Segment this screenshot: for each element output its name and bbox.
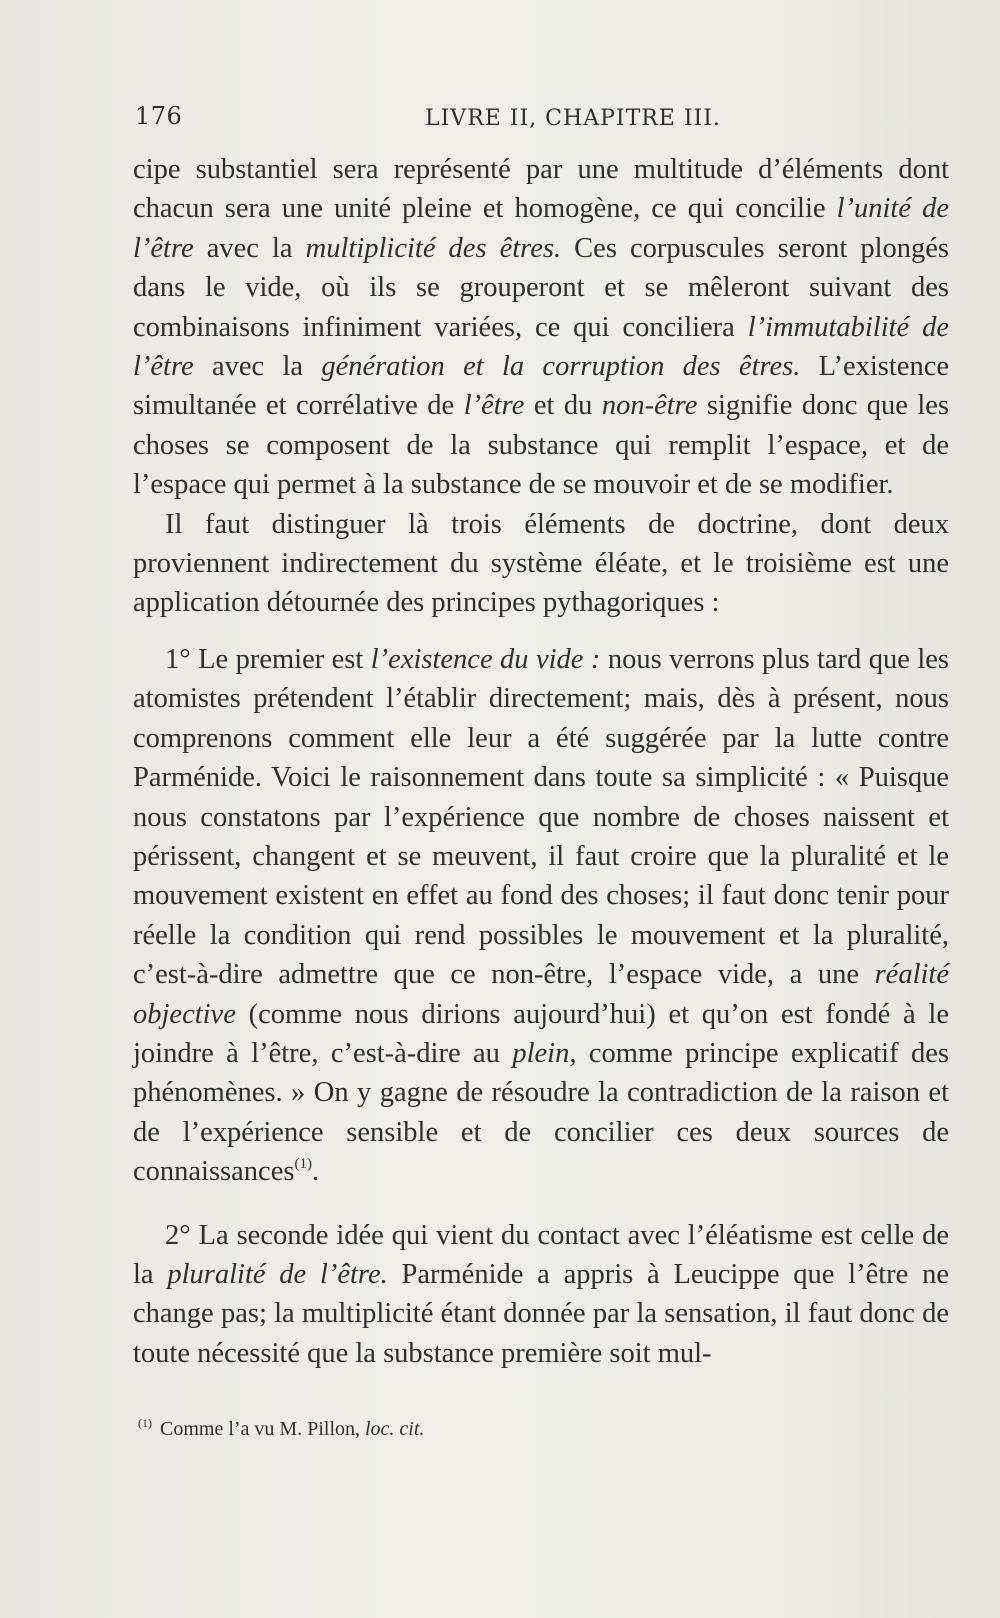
footnote-marker: (1) <box>138 1416 152 1430</box>
text-run: Il faut distinguer là trois éléments de doctrine, dont deux proviennent indirectement du système éléate, et le troisième est une application détournée des principes pythagoriques : <box>133 508 949 619</box>
text-run: avec la <box>193 232 306 264</box>
italic-run: pluralité de l’être. <box>167 1258 388 1290</box>
paragraph-4 <box>133 1216 949 1374</box>
paragraph-1 <box>133 150 949 505</box>
section-number: 2° <box>165 1219 191 1251</box>
running-head: LIVRE II, CHAPITRE III. <box>425 106 721 131</box>
text-run: avec la <box>193 351 322 383</box>
paragraph-3 <box>133 640 949 1192</box>
text-run: L’existence simultanée et corrélative de <box>133 351 949 422</box>
italic-run: non-être <box>601 390 698 422</box>
section-number: 1° <box>165 643 191 675</box>
italic-run: génération et la corruption des êtres. <box>321 351 801 383</box>
body-text <box>133 150 949 1373</box>
text-run: Le premier est <box>190 643 371 675</box>
paragraph-2 <box>133 505 949 623</box>
footnote-italic: loc. cit. <box>365 1418 425 1440</box>
page-header <box>135 102 965 142</box>
page-number: 176 <box>135 102 183 130</box>
italic-run: l’être <box>463 390 525 422</box>
text-run: La seconde idée qui vient du contact avec l’éléatisme est celle de la <box>133 1219 949 1290</box>
footnote-text: Comme l’a vu M. Pillon, <box>160 1418 365 1440</box>
italic-run: plein, <box>512 1037 577 1069</box>
italic-run: l’existence du vide : <box>370 643 601 675</box>
text-run: et du <box>524 390 602 422</box>
text-run: cipe substantiel sera représenté par une multitude d’éléments dont chacun sera une unité pleine et homogène, ce qui concilie <box>133 154 949 225</box>
text-run: . <box>311 1156 320 1188</box>
italic-run: l’unité de l’être <box>133 193 949 264</box>
italic-run: réalité objective <box>133 959 949 1030</box>
italic-run: multiplicité des êtres. <box>305 232 562 264</box>
text-run: signifie donc que les choses se composent de la substance qui remplit l’espace, et de l’espace qui permet à la substance de se mouvoir et de se modifier. <box>133 390 949 501</box>
text-run: (comme nous dirions aujourd’hui) et qu’on est fondé à le joindre à l’être, c’est-à-dire au <box>133 998 949 1069</box>
text-run: Parménide a appris à Leucippe que l’être ne change pas; la multiplicité étant donnée par la sensation, il faut donc de toute nécessité que la substance première soit mul- <box>133 1258 949 1369</box>
text-run: nous verrons plus tard que les atomistes prétendent l’établir directement; mais, dès à présent, nous comprenons comment elle leur a été suggérée par la lutte contre Parménide. Voici le raisonnement dans toute sa simplicité : « Puisque nous constatons par l’expérience que nombre de choses naissent et périssent, changent et se meuvent, il faut croire que la pluralité et le mouvement existent en effet au fond des choses; il faut donc tenir pour réelle la condition qui rend possibles le mouvement et la pluralité, c’est-à-dire admettre que ce non-être, l’espace vide, a une <box>133 643 949 991</box>
text-run: Ces corpuscules seront plongés dans le vide, où ils se grouperont et se mêleront suivant des combinaisons infiniment variées, ce qui conciliera <box>133 232 949 343</box>
footnote-reference: (1) <box>294 1156 312 1173</box>
text-run: comme principe explicatif des phénomènes. » On y gagne de résoudre la contradiction de la raison et de l’expérience sensible et de concilier ces deux sources de connaissances <box>133 1037 949 1188</box>
italic-run: l’immutabilité de l’être <box>133 311 949 383</box>
footnote <box>138 1415 938 1443</box>
